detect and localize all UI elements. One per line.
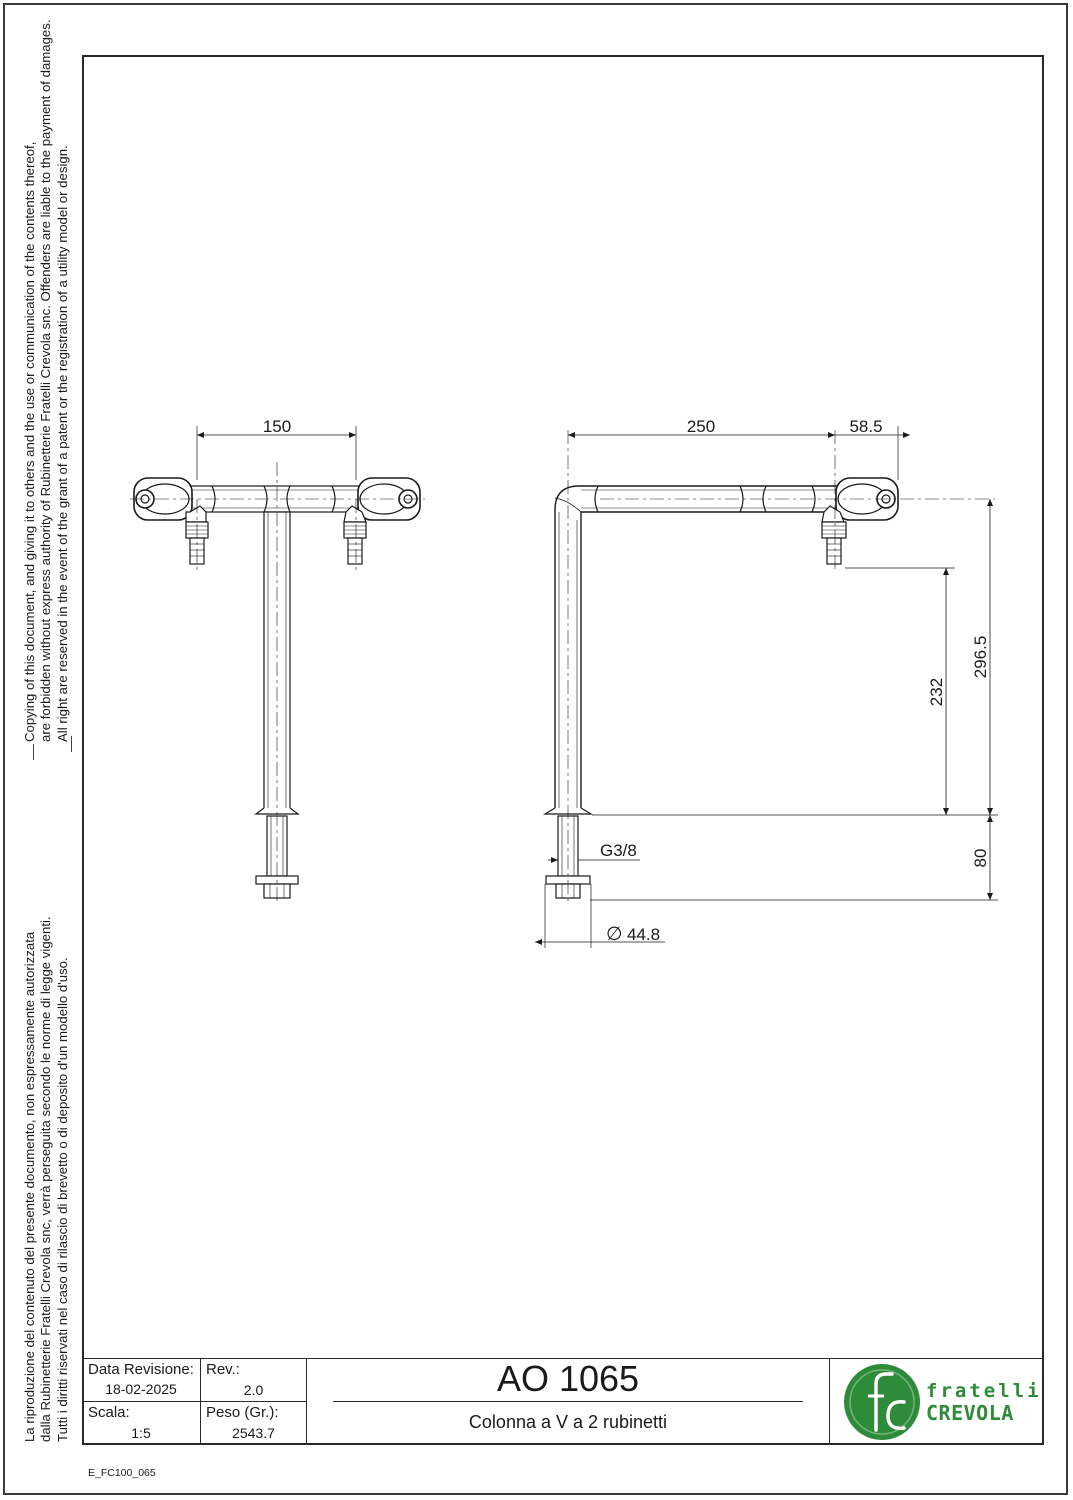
side-view <box>545 478 898 898</box>
legal-it-line-1: La riproduzione del contenuto del presente documento, non espressamente autorizzata <box>22 931 37 1442</box>
legal-en-line-1: Copying of this document, and giving it to others and the use or communication of the contents thereof, <box>22 141 37 742</box>
legal-en-line-2: are forbidden without express authority of Rubinetterie Fratelli Crevola snc. Offenders are liable to the payment of damages. <box>38 19 54 742</box>
title-block-divider-3 <box>829 1358 830 1444</box>
weight-label: Peso (Gr.): <box>206 1404 279 1421</box>
dim-total-height: 296.5 <box>971 635 990 679</box>
date-value: 18-02-2025 <box>105 1381 177 1397</box>
product-code: AO 1065 <box>496 1358 640 1399</box>
title-block-code-line <box>333 1401 803 1402</box>
dim-base-diameter: 44.8 <box>627 925 661 944</box>
title-block-divider-1 <box>200 1358 201 1444</box>
date-label: Data Revisione: <box>88 1361 194 1378</box>
title-block-mid-line <box>82 1401 307 1402</box>
rev-label: Rev.: <box>206 1361 240 1378</box>
dim-shank-length: 80 <box>971 848 990 868</box>
dim-front-width: 150 <box>262 417 292 436</box>
product-description: Colonna a V a 2 rubinetti <box>468 1412 668 1432</box>
side-centerlines <box>568 430 995 905</box>
title-block-divider-2 <box>306 1358 307 1444</box>
scale-value: 1:5 <box>131 1425 151 1441</box>
legal-it-line-2: dalla Rubinetterie Fratelli Crevola snc, verrà perseguita secondo le norme di legge vigenti. <box>38 916 54 1442</box>
brand-name-bottom: CREVOLA <box>926 1401 1014 1425</box>
dim-side-reach: 250 <box>686 417 716 436</box>
file-code: E_FC100_065 <box>88 1467 156 1479</box>
legal-en-line-3: All right are reserved in the event of the grant of a patent or the registration of a utility model or design. <box>54 145 70 742</box>
weight-value: 2543.7 <box>232 1425 275 1441</box>
dim-thread: G3/8 <box>600 841 637 860</box>
scale-label: Scala: <box>88 1404 130 1421</box>
dim-side-offset: 58.5 <box>849 417 883 436</box>
dim-spout-height: 232 <box>927 677 946 707</box>
rev-value: 2.0 <box>243 1382 264 1398</box>
legal-it-line-3: Tutti i diritti riservati nel caso di rilascio di brevetto o di deposito d'un modello d'uso. <box>54 957 70 1442</box>
brand-name-top: fratelli <box>926 1380 1042 1402</box>
brand-logo <box>842 1362 922 1442</box>
diameter-symbol: ∅ <box>606 924 623 945</box>
